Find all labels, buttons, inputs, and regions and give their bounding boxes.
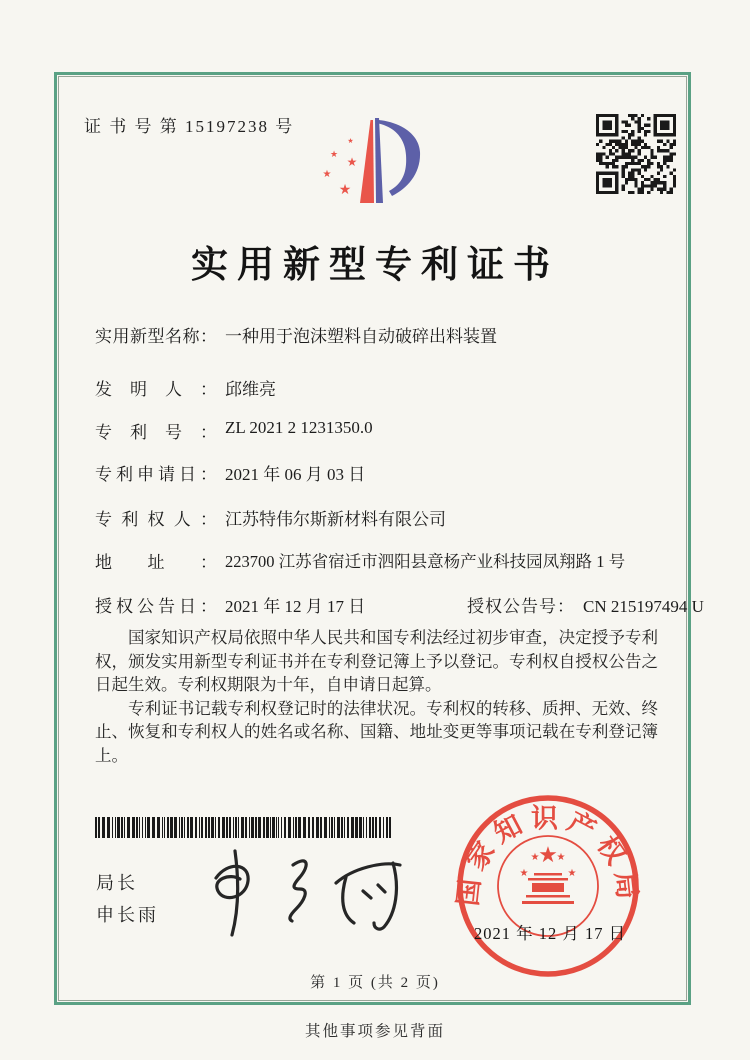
field-value: CN 215197494 U (583, 597, 704, 616)
field-value: 2021 年 12 月 17 日 (225, 597, 366, 616)
field-patent-number (95, 418, 690, 443)
field-address (95, 548, 690, 573)
official-seal (452, 790, 644, 982)
certificate-title: 实用新型专利证书 (191, 245, 559, 286)
seal-text: 国家知识产权局 (452, 803, 644, 908)
cnipa-logo-icon (312, 110, 434, 210)
svg-text:★: ★ (567, 868, 577, 879)
svg-text:★: ★ (347, 137, 354, 145)
field-filing-date (95, 460, 690, 485)
svg-text:★: ★ (338, 183, 352, 198)
seal-date: 2021 年 12 月 17 日 (473, 924, 627, 943)
field-grant-date (95, 592, 704, 617)
qr-code (596, 114, 676, 194)
field-label: 专利权人： (95, 510, 217, 529)
back-side-note: 其他事项参见背面 (304, 1023, 445, 1040)
svg-text:★: ★ (322, 169, 332, 180)
field-value: ZL 2021 2 1231350.0 (225, 418, 373, 437)
commissioner-name: 申长雨 (96, 905, 159, 925)
svg-text:★: ★ (519, 868, 529, 879)
field-inventor (95, 375, 690, 400)
field-value: 邱维亮 (225, 380, 276, 399)
field-utility-model-name (95, 322, 690, 347)
legal-body-text (95, 626, 658, 767)
field-label: 专利号： (95, 423, 217, 442)
svg-text:★: ★ (346, 155, 358, 169)
commissioner-title: 局长 (96, 873, 138, 893)
page-indicator: 第 1 页 (共 2 页) (310, 975, 440, 991)
svg-text:★: ★ (329, 149, 339, 159)
legal-paragraph-1: 国家知识产权局依照中华人民共和国专利法经过初步审查，决定授予专利权，颁发实用新型专利证书并在专利登记簿上予以登记。专利权自授权公告之日起生效。专利权期限为十年，自申请日起算。 (95, 628, 658, 694)
field-value: 一种用于泡沫塑料自动破碎出料装置 (225, 327, 497, 346)
field-label: 实用新型名称： (95, 327, 217, 346)
svg-text:★: ★ (530, 852, 540, 863)
field-value: 223700 江苏省宿迁市泗阳县意杨产业科技园凤翔路 1 号 (225, 552, 626, 571)
certificate-number: 证 书 号 第 15197238 号 (84, 117, 295, 136)
commissioner-signature (188, 843, 418, 938)
field-label: 授权公告号： (467, 597, 575, 616)
field-label: 地址： (95, 553, 217, 572)
field-grant-publication-number (467, 592, 704, 617)
svg-text:★: ★ (538, 842, 558, 867)
field-label: 专利申请日： (95, 465, 217, 484)
field-label: 授权公告日： (95, 597, 217, 616)
field-patentee (95, 505, 690, 530)
field-value: 2021 年 06 月 03 日 (225, 465, 366, 484)
field-label: 发明人： (95, 380, 217, 399)
legal-paragraph-2: 专利证书记载专利权登记时的法律状况。专利权的转移、质押、无效、终止、恢复和专利权人的姓名或名称、国籍、地址变更等事项记载在专利登记簿上。 (95, 698, 658, 765)
barcode (95, 817, 395, 838)
field-value: 江苏特伟尔斯新材料有限公司 (225, 510, 446, 529)
svg-text:★: ★ (556, 852, 566, 863)
